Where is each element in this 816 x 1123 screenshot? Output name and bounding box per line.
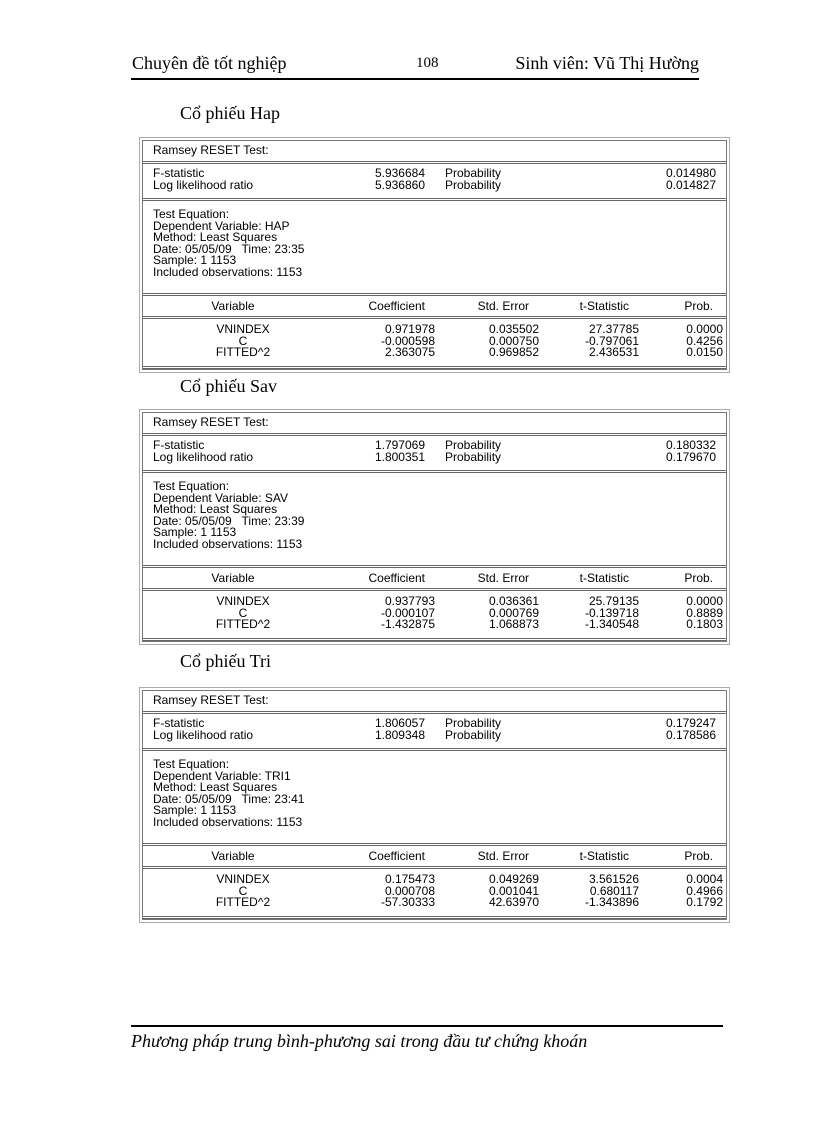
test-stats	[143, 436, 726, 470]
table-row: FITTED^2 -1.432875 1.068873 -1.340548 0.1803	[215, 617, 723, 631]
eviews-output-sav	[142, 412, 727, 642]
stat-row: F-statistic 1.797069 Probability 0.180332	[153, 438, 716, 452]
table-row: VNINDEX 0.937793 0.036361 25.79135 0.0000	[216, 594, 723, 608]
section-heading-tri: Cổ phiếu Tri	[180, 651, 272, 671]
table-row: C -0.000598 0.000750 -0.797061 0.4256	[238, 333, 723, 348]
test-title: Ramsey RESET Test:	[153, 693, 269, 707]
table-row: FITTED^2 -57.30333 42.63970 -1.343896 0.1792	[215, 895, 723, 909]
test-title: Ramsey RESET Test:	[153, 415, 269, 429]
section-heading-sav: Cổ phiếu Sav	[180, 376, 277, 396]
table-row: VNINDEX 0.971978 0.035502 27.37785 0.0000	[216, 322, 723, 336]
page-header	[131, 52, 699, 80]
header-title: Chuyên đề tốt nghiệp	[132, 53, 287, 73]
page-footer: Phương pháp trung bình-phương sai trong đầu tư chứng khoán	[131, 1031, 588, 1051]
table-row: C 0.000708 0.001041 0.680117 0.4966	[238, 883, 723, 898]
test-equation-info: Test Equation: Dependent Variable: SAV Method: Least Squares Date: 05/05/09 Time: 23:39 Sample: 1 1153 Included observations: 1153	[153, 479, 305, 551]
stat-row: Log likelihood ratio 5.936860 Probability 0.014827	[153, 178, 716, 192]
footer-divider	[131, 1025, 723, 1027]
coefficient-table	[143, 319, 726, 366]
eviews-output-hap	[142, 140, 727, 370]
coefficient-table	[143, 869, 726, 916]
table-row: VNINDEX 0.175473 0.049269 3.561526 0.0004	[216, 872, 723, 886]
test-equation-info: Test Equation: Dependent Variable: TRI1 Method: Least Squares Date: 05/05/09 Time: 23:41 Sample: 1 1153 Included observations: 1153	[153, 757, 305, 829]
test-title: Ramsey RESET Test:	[153, 143, 269, 157]
test-equation-info: Test Equation: Dependent Variable: HAP Method: Least Squares Date: 05/05/09 Time: 23:35 Sample: 1 1153 Included observations: 1153	[153, 207, 305, 279]
table-header: Variable Coefficient Std. Error t-Statistic Prob.	[211, 571, 713, 585]
table-header: Variable Coefficient Std. Error t-Statistic Prob.	[211, 849, 713, 863]
page-number: 108	[416, 55, 439, 71]
eviews-output-tri	[142, 690, 727, 920]
stat-row: Log likelihood ratio 1.800351 Probability 0.179670	[153, 450, 716, 464]
coefficient-table	[143, 591, 726, 638]
table-row: FITTED^2 2.363075 0.969852 2.436531 0.0150	[215, 345, 723, 359]
test-stats	[143, 714, 726, 748]
stat-row: Log likelihood ratio 1.809348 Probability 0.178586	[153, 728, 716, 742]
stat-row: F-statistic 5.936684 Probability 0.014980	[153, 166, 716, 180]
table-header: Variable Coefficient Std. Error t-Statistic Prob.	[211, 299, 713, 313]
table-row: C -0.000107 0.000769 -0.139718 0.8889	[238, 605, 723, 620]
header-author: Sinh viên: Vũ Thị Hường	[515, 53, 699, 73]
stat-row: F-statistic 1.806057 Probability 0.179247	[153, 716, 716, 730]
section-heading-hap: Cổ phiếu Hap	[180, 103, 280, 123]
test-stats	[143, 164, 726, 198]
